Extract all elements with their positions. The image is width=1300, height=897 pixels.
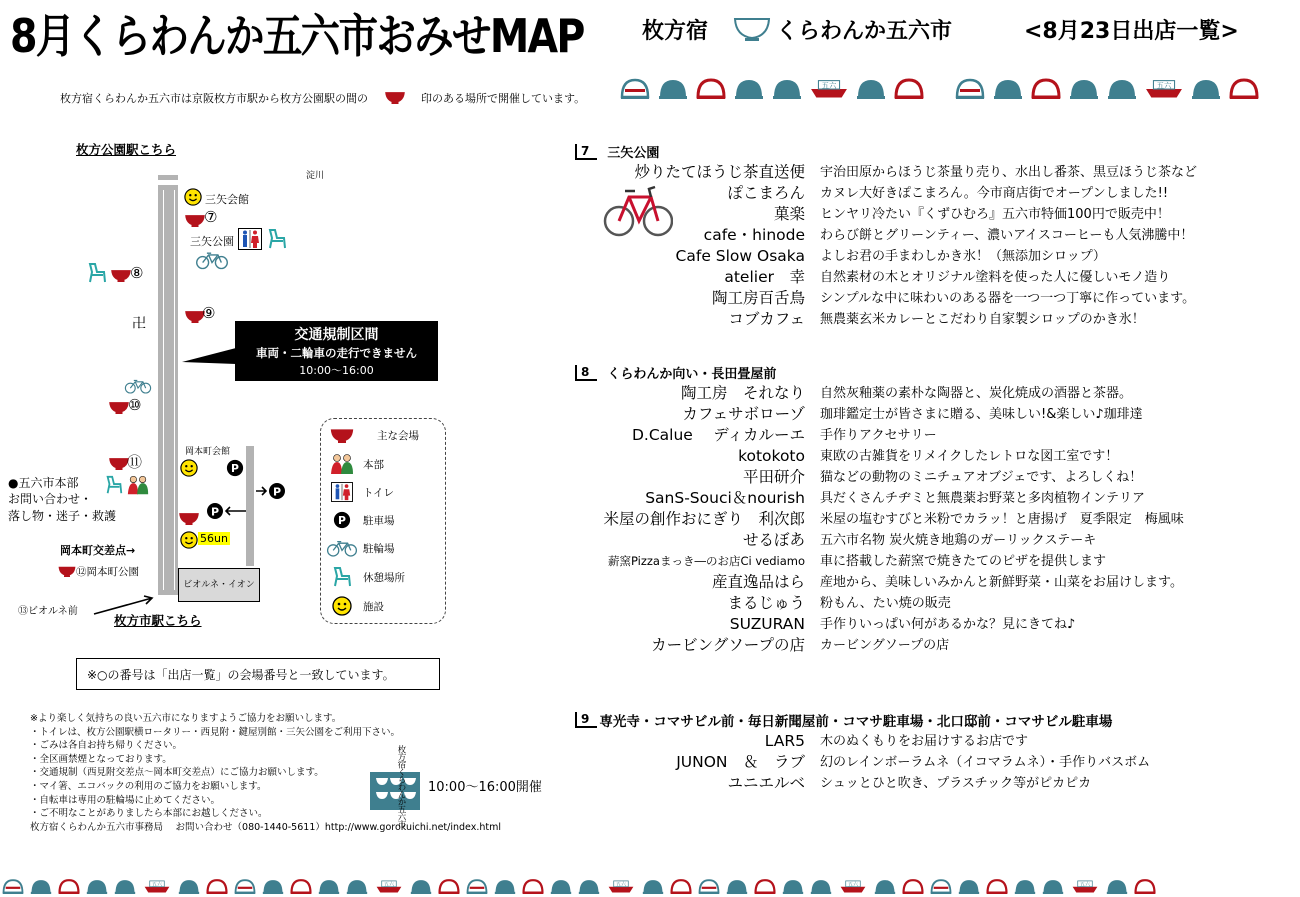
shop-name: せるぼあ <box>742 531 805 549</box>
section-header-8 <box>575 363 776 382</box>
section-number: 9 <box>575 712 597 728</box>
boat-icon <box>606 878 636 894</box>
bowl-logo-icon <box>733 16 771 42</box>
bowl-red-up-icon <box>670 878 692 894</box>
shop-description: わらび餅とグリーンティー、濃いアイスコーヒーも人気沸騰中！ <box>820 228 1194 243</box>
bowl-teal-up-icon <box>734 76 764 100</box>
boat-icon <box>142 878 172 894</box>
south-station-label: 枚方市駅こちら <box>114 613 202 628</box>
shop-description: 自然素材の木とオリジナル塗料を使った人に優しいモノ造り <box>820 270 1171 285</box>
shop-description: 米屋の塩むすびと米粉でカラッ！と唐揚げ 夏季限定 梅風味 <box>820 512 1184 527</box>
shop-name: まるじゅう <box>727 594 805 612</box>
bowl-teal-up-icon <box>346 878 368 894</box>
bowl-red-up-icon <box>206 878 228 894</box>
bowl-red-up-icon <box>1134 878 1156 894</box>
hq-people-icon <box>329 453 355 475</box>
section-header-9 <box>575 710 1112 730</box>
legend-facility: 施設 <box>363 600 384 613</box>
shop-name: atelier 幸 <box>724 268 805 286</box>
shop-name: 陶工房百舌鳥 <box>711 289 805 307</box>
venue-bowl-icon-8 <box>110 268 132 282</box>
intro-text <box>60 90 585 106</box>
okamoto-park-label: ⑫岡本町公園 <box>76 566 139 578</box>
svg-text:P: P <box>210 505 220 519</box>
event-hours: 10:00～16:00開催 <box>428 780 542 795</box>
facility-smile-icon <box>180 459 198 477</box>
bowl-red-up-icon <box>902 878 924 894</box>
header-location: 枚方宿 <box>642 19 709 44</box>
road-lane <box>163 190 175 590</box>
legend-bike-parking: 駐輪場 <box>363 542 395 555</box>
bowl-red-up-icon <box>438 878 460 894</box>
bowl-teal-up-icon <box>782 878 804 894</box>
bowl-teal-up-icon <box>1106 878 1128 894</box>
stamp-text: 枚方宿くらわんか五六市 <box>396 745 406 828</box>
bowl-red-up-icon <box>986 878 1008 894</box>
hq-line-1: お問い合わせ・ <box>8 492 93 506</box>
bowl-flat-icon <box>698 878 720 894</box>
venue-7-number: ⑦ <box>204 208 218 226</box>
bowl-icon <box>329 427 355 443</box>
shop-description: 自然灰釉薬の素朴な陶器と、炭化焼成の酒器と茶器。 <box>820 386 1133 401</box>
legend-toilet: トイレ <box>363 486 394 499</box>
bowl-red-up-icon <box>1031 76 1061 100</box>
bowl-teal-up-icon <box>494 878 516 894</box>
bowl-teal-up-icon <box>410 878 432 894</box>
bowl-teal-up-icon <box>1191 76 1221 100</box>
bowl-teal-up-icon <box>1014 878 1036 894</box>
hq-people-icon <box>126 474 150 496</box>
decorative-bowl-band-top-2 <box>955 76 1259 100</box>
road-segment <box>158 175 178 180</box>
facility-smile-icon <box>332 596 352 616</box>
section-header-7 <box>575 142 659 161</box>
boat-icon <box>810 76 848 100</box>
biorune-aeon-building <box>178 568 260 602</box>
shop-description: カービングソープの店 <box>820 638 950 653</box>
shop-description: 無農薬玄米カレーとこだわり自家製シロップのかき氷！ <box>820 312 1145 327</box>
okamoto-hall-label: 岡本町会館 <box>185 447 231 457</box>
venue-bowl-icon-12 <box>58 565 76 577</box>
shop-description: 産地から、美味しいみかんと新鮮野菜・山菜をお届けします。 <box>820 575 1183 590</box>
venue-bowl-icon-7 <box>184 213 206 227</box>
legend-item <box>321 596 384 616</box>
bowl-teal-up-icon <box>1069 76 1099 100</box>
bowl-teal-up-icon <box>856 76 886 100</box>
shop-name: 米屋の創作おにぎり 利次郎 <box>603 510 805 528</box>
legend-hq: 本部 <box>363 458 384 471</box>
bowl-teal-up-icon <box>262 878 284 894</box>
bowl-flat-icon <box>466 878 488 894</box>
header-event-name: くらわんか五六市 <box>776 19 953 44</box>
bowl-teal-up-icon <box>772 76 802 100</box>
traffic-title: 交通規制区間 <box>294 327 379 343</box>
rule-line: ※より楽しく気持ちの良い五六市になりますようご協力をお願いします。 <box>30 713 342 724</box>
temple-icon: 卍 <box>132 316 146 332</box>
bowl-red-up-icon <box>696 76 726 100</box>
bowl-flat-icon <box>234 878 256 894</box>
bowl-teal-up-icon <box>810 878 832 894</box>
shop-description: 手作りいっぱい何があるかな？見にきてね♪ <box>820 617 1076 632</box>
bowl-teal-up-icon <box>726 878 748 894</box>
north-station-label: 枚方公園駅こちら <box>76 142 177 157</box>
rule-line: ・トイレは、枚方公園駅横ロータリー・西見附・鍵屋別館・三矢公園をご利用下さい。 <box>30 726 401 738</box>
bowl-flat-icon <box>955 76 985 100</box>
rule-line: ・ごみは各自お持ち帰りください。 <box>30 740 183 752</box>
shop-name: カービングソープの店 <box>651 636 805 654</box>
venue-9-number: ⑨ <box>202 304 216 322</box>
toilet-icon <box>331 482 353 502</box>
shop-name: D.Calue ディカルーエ <box>631 426 805 444</box>
parking-icon <box>333 511 351 529</box>
rule-line: ・全区画禁煙となっております。 <box>30 753 172 765</box>
parking-icon <box>226 459 244 477</box>
rest-chair-icon <box>86 262 108 284</box>
bowl-flat-icon <box>2 878 24 894</box>
shop-name: cafe・hinode <box>703 226 805 244</box>
svg-text:P: P <box>272 485 282 499</box>
venue-bowl-icon-hq <box>178 511 200 525</box>
bowl-teal-up-icon <box>958 878 980 894</box>
toilet-icon <box>238 228 262 250</box>
rule-line: 枚方宿くらわんか五六市事務局 お問い合わせ（080-1440-5611）http://www.gorokuichi.net/index.html <box>30 821 501 833</box>
legend-item <box>321 427 419 443</box>
shop-description: よしお君の手まわしかき氷！（無添加シロップ） <box>820 249 1106 264</box>
shop-description: 具だくさんチヂミと無農薬お野菜と多肉植物インテリア <box>820 491 1146 506</box>
shop-description: 車に搭載した薪窯で焼きたてのピザを提供します <box>820 554 1107 569</box>
hq-title: ●五六市本部 <box>8 476 79 490</box>
shop-name: 薪窯Pizzaまっき―のお店Ci vediamo <box>607 554 805 568</box>
shop-description: 猫などの動物のミニチュアオブジェです、よろしくね！ <box>820 470 1143 485</box>
rest-chair-icon <box>266 228 288 250</box>
rest-chair-icon <box>104 474 124 496</box>
bowl-flat-icon <box>930 878 952 894</box>
legend-item <box>321 511 395 529</box>
rule-line: ・ご不明なことがありましたら本部にお越しください。 <box>30 808 268 820</box>
shop-name: SUZURAN <box>729 615 805 633</box>
shop-description: 宇治田原からほうじ茶量り売り、水出し番茶、黒豆ほうじ茶など <box>820 165 1198 180</box>
intro-after: 印のある場所で開催しています。 <box>421 92 586 105</box>
intro-before: 枚方宿くらわんか五六市は京阪枚方市駅から枚方公園駅の間の <box>60 92 368 105</box>
header-date: <8月23日出店一覧> <box>1024 19 1239 44</box>
shop-name: ユニエルベ <box>727 774 805 792</box>
legend-item <box>321 539 395 557</box>
section-number: 7 <box>575 144 597 160</box>
bowl-teal-up-icon <box>993 76 1023 100</box>
parking-arrow-icon <box>206 502 248 520</box>
rule-line: ・交通規制（西見附交差点～岡本町交差点）にご協力お願いします。 <box>30 767 324 779</box>
bowl-red-up-icon <box>1229 76 1259 100</box>
boat-icon <box>374 878 404 894</box>
section-title: 三矢公園 <box>607 146 660 161</box>
parking-arrow-icon <box>256 482 286 500</box>
shop-description: 幻のレインボーラムネ（イコマラムネ）・手作りバスボム <box>820 755 1151 770</box>
bowl-teal-up-icon <box>642 878 664 894</box>
bowl-red-up-icon <box>522 878 544 894</box>
rest-chair-icon <box>331 566 353 588</box>
shop-description: 木のぬくもりをお届けするお店です <box>820 734 1029 749</box>
shop-name: カフェサボローゾ <box>682 405 805 423</box>
shop-name: 平田研介 <box>742 468 805 486</box>
shop-name: 炒りたてほうじ茶直送便 <box>634 163 805 181</box>
decorative-bowl-band-bottom <box>2 878 1156 894</box>
section-title: 専光寺・コマサビル前・毎日新聞屋前・コマサ駐車場・北口邸前・コマサビル駐車場 <box>599 714 1113 730</box>
legend-item <box>321 453 384 475</box>
mitsuya-hall-label: 三矢会館 <box>205 193 249 206</box>
shop-name: 産直逸品はら <box>711 573 805 591</box>
venue-8-number: ⑧ <box>130 264 144 282</box>
shop-description: ヒンヤリ冷たい『くずひむろ』五六市特価100円で販売中！ <box>820 207 1170 222</box>
shop-description: カヌレ大好きぽこまろん。今市商店街でオープンしました!! <box>820 186 1169 201</box>
shop-name: 陶工房 それなり <box>680 384 805 402</box>
bowl-flat-icon <box>620 76 650 100</box>
bowl-teal-up-icon <box>874 878 896 894</box>
bowl-red-up-icon <box>290 878 312 894</box>
shop-56un-label: 56un <box>200 532 228 545</box>
bowl-teal-up-icon <box>578 878 600 894</box>
venue-bowl-icon-10 <box>108 400 130 414</box>
bowl-teal-up-icon <box>30 878 52 894</box>
rules-list <box>30 712 501 834</box>
shop-name: LAR5 <box>764 732 805 750</box>
bowl-red-up-icon <box>894 76 924 100</box>
bike-parking-icon <box>124 378 152 394</box>
hq-line-2: 落し物・迷子・救護 <box>8 509 117 523</box>
section-title: くらわんか向い・長田畳屋前 <box>607 367 777 382</box>
facility-smile-icon <box>180 531 198 549</box>
section-number: 8 <box>575 365 597 381</box>
shop-description: 東欧の古雑貨をリメイクしたレトロな図工室です！ <box>820 449 1119 464</box>
shop-name: Cafe Slow Osaka <box>675 247 805 265</box>
boat-icon <box>1070 878 1100 894</box>
shop-description: シンプルな中に味わいのある器を一つ一つ丁寧に作っています。 <box>820 291 1196 306</box>
okamoto-cross-label: 岡本町交差点→ <box>60 544 136 557</box>
event-logo-stamp <box>370 772 420 810</box>
bowl-teal-up-icon <box>1042 878 1064 894</box>
legend-item <box>321 566 405 588</box>
shop-description: 粉もん、たい焼の販売 <box>820 596 951 611</box>
mitsuya-park-label: 三矢公園 <box>190 235 234 248</box>
bowl-teal-up-icon <box>86 878 108 894</box>
bike-parking-icon <box>326 539 358 557</box>
venue-11-number: ⑪ <box>127 453 143 471</box>
boat-icon <box>1145 76 1183 100</box>
river-label: 淀川 <box>306 171 325 181</box>
bowl-teal-up-icon <box>1107 76 1137 100</box>
shop-name: ぽこまろん <box>727 184 805 202</box>
bowl-teal-up-icon <box>178 878 200 894</box>
shop-name: SanS-Souci＆nourish <box>645 489 805 507</box>
rule-line: ・マイ箸、エコバックの利用のご協力をお願いします。 <box>30 780 267 792</box>
bowl-red-up-icon <box>58 878 80 894</box>
biorune-label: ⑬ビオルネ前 <box>18 606 78 617</box>
shop-name: 菓楽 <box>773 205 805 223</box>
bike-parking-icon <box>195 250 229 270</box>
number-note-text: ※○の番号は「出店一覧」の会場番号と一致しています。 <box>87 668 395 682</box>
venue-10-number: ⑩ <box>128 396 142 414</box>
facility-smile-icon <box>184 188 202 206</box>
decorative-bowl-band-top <box>620 76 924 100</box>
shop-description: 手作りアクセサリー <box>820 428 937 443</box>
rule-line: ・自転車は専用の駐輪場に止めてください。 <box>30 794 221 806</box>
shop-name: kotokoto <box>738 447 805 465</box>
page-title: 8月くらわんか五六市おみせMAP <box>10 9 584 63</box>
bowl-teal-up-icon <box>550 878 572 894</box>
bowl-teal-up-icon <box>318 878 340 894</box>
map-legend <box>320 418 446 624</box>
legend-item <box>321 482 394 502</box>
shop-description: 珈琲鑑定士が皆さまに贈る、美味しい!&楽しい♪珈琲達 <box>820 407 1143 422</box>
legend-main-venue: 主な会場 <box>377 429 419 442</box>
traffic-subtitle: 車両・二輪車の走行できません <box>256 346 417 360</box>
legend-rest: 休憩場所 <box>363 571 405 584</box>
shop-name: JUNON ＆ ラブ <box>676 753 805 771</box>
number-note <box>76 658 440 690</box>
biorune-aeon-label: ビオルネ・イオン <box>183 580 255 590</box>
venue-bowl-icon <box>384 90 406 104</box>
bowl-teal-up-icon <box>114 878 136 894</box>
shop-description: 五六市名物 炭火焼き地鶏のガーリックステーキ <box>820 533 1097 548</box>
shop-description: シュッとひと吹き、プラスチック等がピカピカ <box>820 776 1092 791</box>
bowl-red-up-icon <box>754 878 776 894</box>
bowl-teal-up-icon <box>658 76 688 100</box>
traffic-time: 10:00～16:00 <box>299 364 374 377</box>
legend-parking: 駐車場 <box>363 514 395 527</box>
shop-name: コブカフェ <box>728 310 805 328</box>
bicycle-illustration-icon <box>603 183 673 239</box>
boat-icon <box>838 878 868 894</box>
